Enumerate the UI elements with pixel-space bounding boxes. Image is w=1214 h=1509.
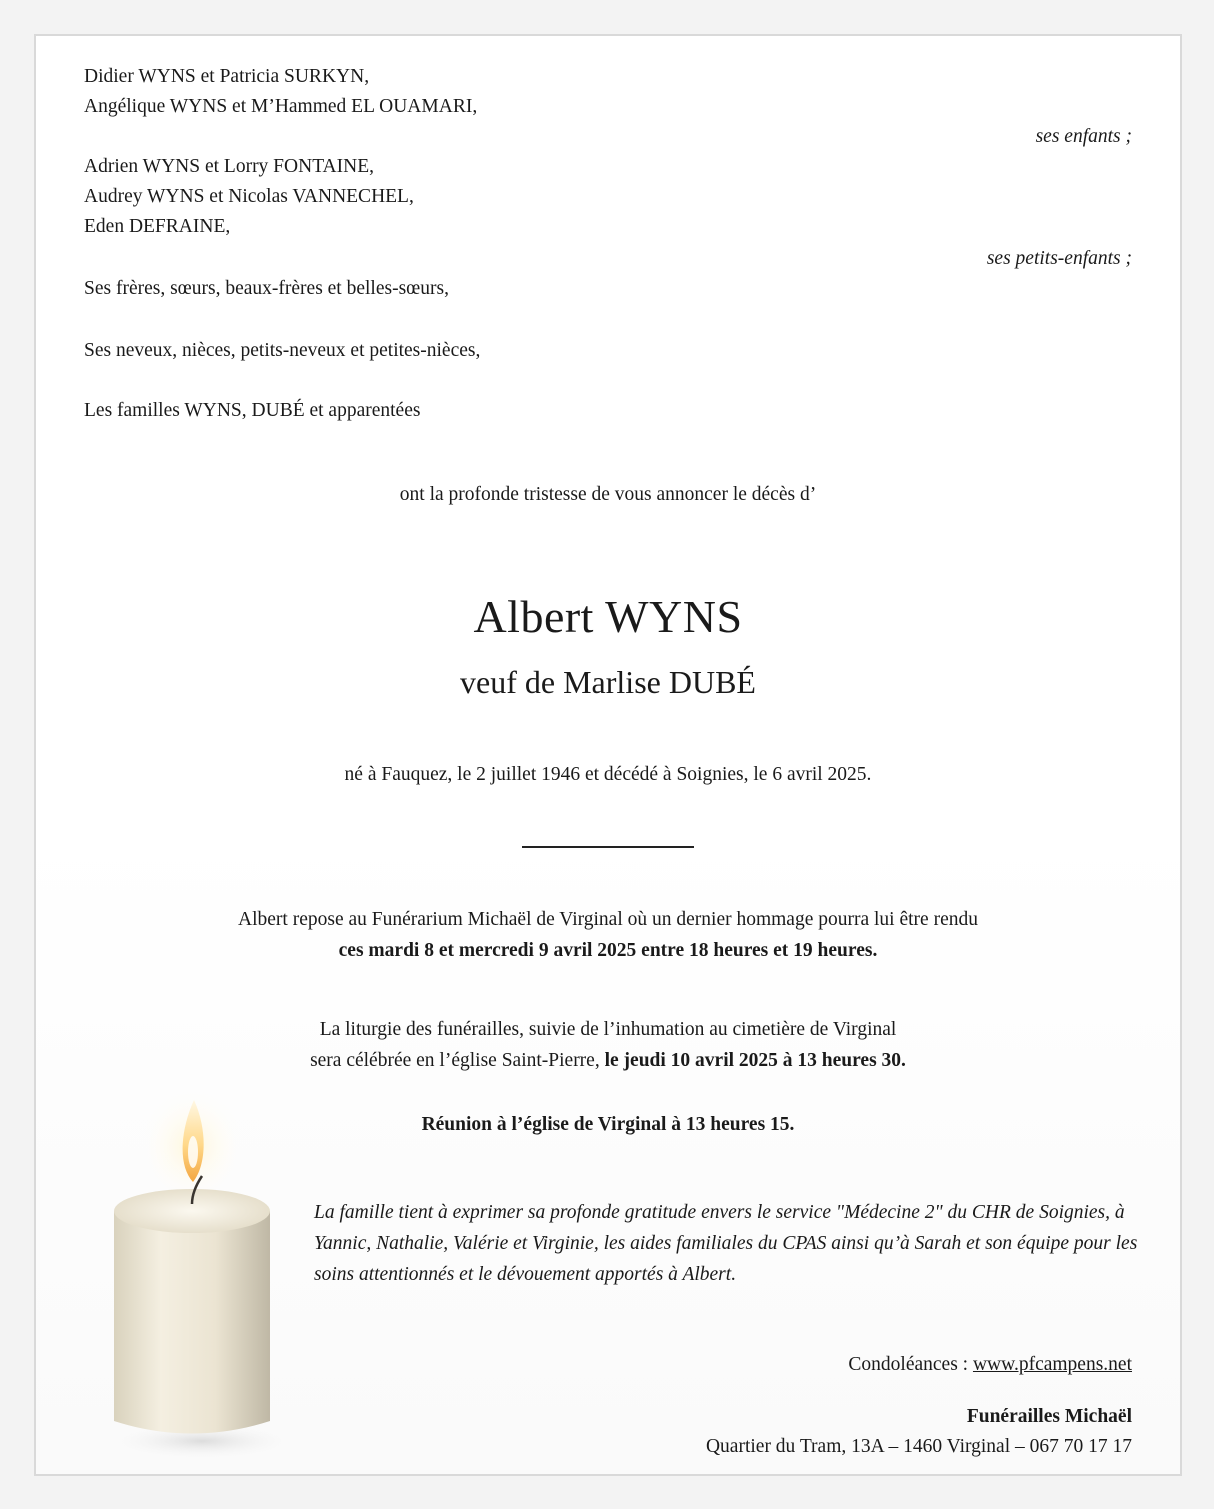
- child-line: Didier WYNS et Patricia SURKYN,: [84, 66, 370, 87]
- funeral-home-name: Funérailles Michaël: [966, 1406, 1132, 1427]
- deceased-dates: né à Fauquez, le 2 juillet 1946 et décédé à Soignies, le 6 avril 2025.: [344, 764, 872, 785]
- grandchild-line: Adrien WYNS et Lorry FONTAINE,: [84, 156, 374, 177]
- children-label: ses enfants ;: [1035, 126, 1132, 147]
- children-list: [84, 62, 477, 122]
- families-line: Les familles WYNS, DUBÉ et apparentées: [84, 400, 421, 421]
- announcement-text: ont la profonde tristesse de vous annoncer le décès d’: [399, 484, 817, 505]
- meeting-line: Réunion à l’église de Virginal à 13 heures 15.: [421, 1114, 795, 1135]
- grandchildren-list: [84, 152, 414, 242]
- thanks-paragraph: La famille tient à exprimer sa profonde gratitude envers le service "Médecine 2" du CHR de Soignies, à Yannic, Nathalie, Valérie et Virginie, les aides familiales du CPAS ainsi qu’à Sarah et son équipe pour les soins attentionnés et le dévouement apportés à Albert.: [314, 1202, 1138, 1285]
- condolences-link[interactable]: www.pfcampens.net: [972, 1354, 1132, 1375]
- funeral-date: le jeudi 10 avril 2025 à 13 heures 30.: [604, 1050, 906, 1071]
- funeral-line-1: La liturgie des funérailles, suivie de l’inhumation au cimetière de Virginal: [319, 1019, 897, 1040]
- nephews-line: Ses neveux, nièces, petits-neveux et petites-nièces,: [84, 340, 481, 361]
- condolences-line: [848, 1354, 1132, 1376]
- child-line: Angélique WYNS et M’Hammed EL OUAMARI,: [84, 96, 478, 117]
- candle-icon: [92, 1086, 292, 1466]
- grandchild-line: Eden DEFRAINE,: [84, 216, 231, 237]
- visitation-line-1: Albert repose au Funérarium Michaël de Virginal où un dernier hommage pourra lui être rendu: [238, 909, 978, 930]
- funeral-home-address: Quartier du Tram, 13A – 1460 Virginal – 067 70 17 17: [705, 1436, 1132, 1457]
- siblings-line: Ses frères, sœurs, beaux-frères et belles-sœurs,: [84, 278, 449, 299]
- grandchildren-label: ses petits-enfants ;: [986, 248, 1132, 269]
- grandchild-line: Audrey WYNS et Nicolas VANNECHEL,: [84, 186, 414, 207]
- visitation-line-2: ces mardi 8 et mercredi 9 avril 2025 entre 18 heures et 19 heures.: [338, 940, 878, 961]
- deceased-spouse: veuf de Marlise DUBÉ: [460, 664, 756, 700]
- condolences-label: Condoléances :: [848, 1354, 973, 1375]
- separator-line: [522, 846, 694, 848]
- funeral-line-2-text: sera célébrée en l’église Saint-Pierre,: [310, 1050, 605, 1071]
- obituary-page: [34, 34, 1182, 1476]
- funeral-line-2: [36, 1050, 1180, 1072]
- deceased-name: Albert WYNS: [473, 591, 743, 642]
